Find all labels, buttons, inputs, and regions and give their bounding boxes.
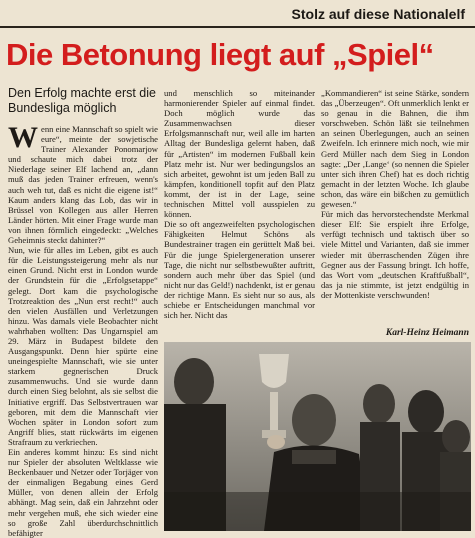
- section-kicker: Stolz auf diese Nationalelf: [0, 0, 475, 28]
- article-column-1: [8, 121, 158, 538]
- article-column-3: [321, 88, 469, 336]
- paragraph: Ein anderes kommt hinzu: Es sind nicht nur Spieler der absoluten Weltklasse wie Beckenbauer und Netzer oder Torjäger von der einmaligen Begabung eines Gerd Müller, von denen allein der Erfolg abhängt. Mag sein, daß ein Jahrzehnt oder mehr vergehen muß, ehe sich wieder eine so große Zahl überdurchschnittlich befähigter: [8, 447, 158, 538]
- paragraph: „Kommandieren“ ist seine Stärke, sondern das „Überzeugen“. Oft unmerklich lenkt er so genau in die Bahnen, die ihm vorschweben. Schön läßt sie teilnehmen an seinen Überlegungen, auch an seinen Zweifeln. Ich erinnere mich noch, wie mir Gerd Müller nach dem Sieg in London sagte: „Der ‚Lange‘ (so nennen die Spieler unter sich ihren Chef) hat es doch richtig gemacht in der letzten Woche. Ich glaube schon, das wäre ein bißchen zu gemütlich gewesen.“: [321, 88, 469, 210]
- paragraph: Die so oft angezweifelten psychologischen Fähigkeiten Helmut Schöns als Bundestrainer tragen ein gerüttelt Maß bei. Für die junge Spielergeneration unserer Tage, die nicht nur selbstbewußter auftritt, sondern auch mehr über das Spiel (und nicht nur das Geld!) nachdenkt, ist er genau der richtige Mann. Es sieht nur so aus, als schiebe er Entscheidungen manchmal vor sich her. Nicht das: [164, 219, 315, 321]
- article-column-2: [164, 88, 315, 336]
- team-celebration-photo: [164, 342, 471, 531]
- paragraph: und menschlich so miteinander harmonierender Spieler auf einmal findet. Doch möglich wurde das Zusammenwachsen dieser Erfolgsmannschaft nur, weil alle im harten Alltag der Bundesliga gelernt haben, daß für „Artisten“ im modernen Fußball kein Platz mehr ist. Nur wer bedingungslos an sich arbeitet, gewohnt ist um jeden Ball zu kämpfen, konditionell topfit auf den Platz kommt, der ist in der Lage, seine technischen Mittel voll ausspielen zu können.: [164, 88, 315, 220]
- subhead: Den Erfolg machte erst die Bundesliga möglich: [8, 86, 156, 115]
- paragraph: Für mich das hervorstechendste Merkmal dieser Elf: Sie erspielt ihre Erfolge, verfügt technisch und taktisch über so viele Mittel und Varianten, daß sie immer wieder mit überraschenden Zügen ihre Gegner aus der Fassung bringt. Ich hoffe, das Wort vom „deutschen Kraftfußball“, das ja nie stimmte, ist jetzt endgültig in der Mottenkiste verschwunden!: [321, 209, 469, 300]
- paragraph: enn eine Mannschaft so spielt wie eure“, meinte der sowjetische Trainer Alexander Ponomarjow und schaute mich dabei trotz der Niederlage seiner Elf lachend an, „dann muß das jeden Trainer erfreuen, wenn's auch weh tut, daß es nicht die eigene ist!“ Kaum anders klang das Lob, das wir in Brüssel von Kollegen aus aller Herren Länder hörten. Mit einer Frage wurde man von ihnen förmlich eingedeckt: „Welches Geheimnis steckt dahinter?“: [8, 124, 158, 246]
- paragraph: Nun, wie für alles im Leben, gibt es auch für die Leistungssteigerung mehr als nur einen Grund. Nicht erst in London wurde der Grundstein für die „Erfolgsetappe“ gelegt. Dort kam die psychologische Trotzreaktion des „Nun erst recht!“ auch den vielen Ausfällen und Verletzungen hinzu. Was damals viele Beobachter nicht wahrhaben wollten: Das Ungarnspiel am 29. März in Budapest bildete den Ausgangspunkt. Denn hier spürte eine uneingespielte Mannschaft, wie sie unter starkem gegnerischen Druck zusammenwuchs. Und sie wurde dann durch einen Sieg belohnt, als sie selbst die Initiative ergriff. Das Selbstvertrauen war geboren, mit dem die Mannschaft vier Wochen später in London sofort zum Angriff blies, statt rückwärts im eigenen Strafraum zu verkriechen.: [8, 245, 158, 447]
- drop-cap: W: [8, 121, 38, 154]
- author-byline: Karl-Heinz Heimann: [385, 328, 469, 338]
- photo-illustration: [164, 342, 471, 531]
- headline: Die Betonung liegt auf „Spiel“: [6, 37, 434, 72]
